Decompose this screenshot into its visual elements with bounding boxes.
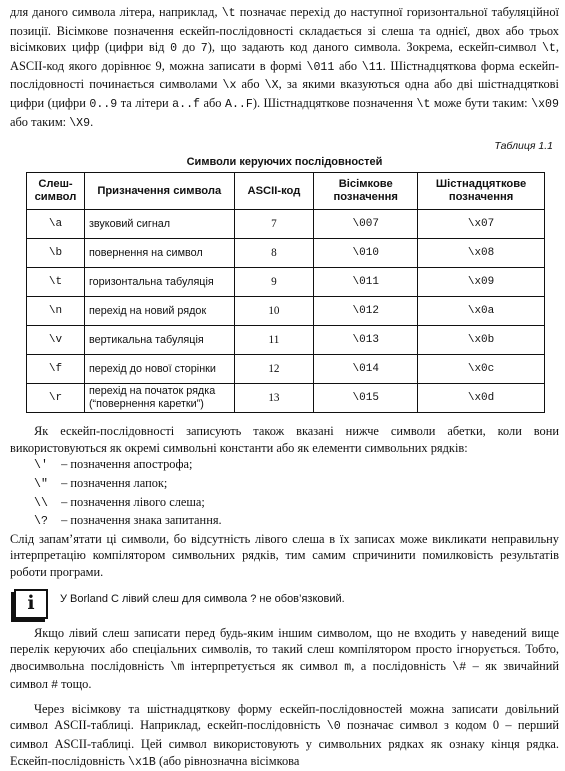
text: ), що задають код даного [207,40,349,55]
text: ). Шістнадцяткове позначення [252,95,413,110]
text: символа. Зокрема, ескейп-символ [354,40,537,55]
list-code: \' [34,459,48,473]
code: \X9 [69,116,91,130]
table-row [27,210,545,239]
cell-description: горизонтальна табуляція [84,268,234,297]
text: Якщо лівий слеш записати перед будь-яким іншим символом, що не входить у наведений вище перелік керуючих або спеціальних символів, то такий слеш компілятором просто ігнорується. Тобто, двосимвольна послідовність [10,625,559,673]
special-symbols-list [10,456,559,530]
header-purpose: Призначення символа [84,173,234,210]
list-text: – позначення лапок; [61,475,168,490]
text: або [203,95,222,110]
cell-ascii: 12 [234,355,314,384]
code: A..F [225,97,253,111]
text: , а послідовність [351,658,446,673]
text: позначає перехід до наступної горизонтальної [239,5,488,19]
text: , ASCII-код якого дорівнює 9, можна записати [10,40,559,73]
cell-symbol: \v [27,326,85,355]
cell-symbol: \f [27,355,85,384]
info-note [10,589,559,619]
header-slash-symbol: Слеш-символ [27,173,85,210]
code: \x1B [128,755,156,769]
paragraph-special-symbols: Як ескейп-послідовності записують також вказані нижче символи абетки, коли вони використовуються як окремі символьні константи або як елементи символьних рядків: [10,424,559,455]
text: . [90,114,94,129]
text: може бути [433,95,490,110]
list-text: – позначення апострофа; [61,457,193,472]
cell-hex: \x0b [418,326,545,355]
cell-octal: \015 [314,384,418,413]
paragraph-octal-hex [10,701,559,771]
text: , за якими вказуються одна або дві шістнадцяткові цифри [10,77,559,110]
cell-description: повернення на символ [84,239,234,268]
cell-octal: \011 [314,268,418,297]
text: для даного символа літера, наприклад, [10,5,218,19]
table-caption: Таблиця 1.1 [494,140,553,153]
cell-symbol: \r [27,384,85,413]
cell-ascii: 10 [234,297,314,326]
table-row [27,384,545,413]
cell-hex: \x09 [418,268,545,297]
text: . Шістнадцяткова форма ескейп-послідовності починається [10,58,559,92]
header-hex: Шістнадцяткове позначення [418,173,545,210]
cell-symbol: \a [27,210,85,239]
code: 7 [200,42,208,56]
code: \11 [361,60,383,74]
cell-description: звуковий сигнал [84,210,234,239]
list-item [34,494,559,513]
cell-octal: \012 [314,297,418,326]
table-row [27,239,545,268]
table-row [27,326,545,355]
cell-hex: \x0d [418,384,545,413]
code: \m [170,660,185,674]
text: та літери [120,95,169,110]
header-ascii: ASCII-код [234,173,314,210]
paragraph-intro [10,4,559,132]
escape-sequences-table [26,172,545,413]
text: в формі [259,58,302,73]
code: \# [452,660,467,674]
table-header-row [27,173,545,210]
code: \011 [306,60,335,74]
code: \x [222,79,237,93]
list-text: – позначення лівого слеша; [61,494,205,509]
cell-ascii: 7 [234,210,314,239]
code: \x09 [531,97,559,111]
code: \X [264,79,279,93]
list-text: – позначення знака запитання. [61,513,222,528]
table-title: Символи керуючих послідовностей [186,156,383,169]
list-item [34,456,559,475]
cell-octal: \007 [314,210,418,239]
cell-hex: \x0a [418,297,545,326]
cell-octal: \010 [314,239,418,268]
list-code: \\ [34,496,48,510]
code: 0 [170,42,178,56]
list-code: \" [34,477,48,491]
cell-symbol: \n [27,297,85,326]
code: \t [221,7,236,20]
text: таким: [492,95,528,110]
cell-octal: \013 [314,326,418,355]
code: \0 [326,720,341,734]
paragraph-ignored-slash [10,625,559,695]
cell-description: перехід на початок рядка (“повернення каретки”) [84,384,234,413]
text: та однієї, двох або трьох вісімкових цифр (цифри від [10,23,559,55]
cell-hex: \x08 [418,239,545,268]
table-row [27,355,545,384]
info-icon: i [14,589,48,619]
cell-ascii: 8 [234,239,314,268]
text: тощо. [61,677,92,692]
text: до [182,40,196,55]
code: m [344,660,352,674]
text: (цифри [47,95,86,110]
cell-symbol: \b [27,239,85,268]
text: – як звичайний символ [10,658,559,692]
cell-description: перехід до нової сторінки [84,355,234,384]
text: (або рівнозначна вісімкова [158,753,300,768]
code: \t [541,42,556,56]
text: або [241,77,260,92]
note-text: У Borland C лівий слеш для символа ? не обов’язковий. [60,592,345,605]
text: або [339,58,358,73]
code: a..f [172,97,200,111]
code: # [51,679,59,693]
text: Через вісімкову та шістнадцяткову форму ескейп-послідовностей можна записати довільний символ ASCII-таблиці. Наприклад, ескейп-послідовність [10,701,559,733]
cell-ascii: 9 [234,268,314,297]
code: 0..9 [89,97,118,111]
header-octal: Вісімкове позначення [314,173,418,210]
list-item [34,512,559,531]
list-item [34,475,559,494]
table-row [27,297,545,326]
code: \t [416,97,431,111]
paragraph-remember: Слід запам’ятати ці символи, бо відсутність лівого слеша в їх записах може викликати неправильну інтерпретацію компілятором символьних рядків, тим самим спричинити помилковість результатів роботи програми. [10,531,559,579]
table-row [27,268,545,297]
text: позначає символ з кодом 0 – перший символ ASCII-таблиці. Цей символ використовують у символьних рядках як ознаку кінця рядка. Ескейп-послідовність [10,718,559,768]
cell-octal: \014 [314,355,418,384]
text: інтерпретується як символ [190,658,338,673]
cell-hex: \x07 [418,210,545,239]
text: табуляційної позиції. Вісімкове позначення ескейп-послідовності складається зі слеша [10,5,559,38]
text: або таким: [10,114,67,129]
cell-symbol: \t [27,268,85,297]
cell-ascii: 11 [234,326,314,355]
cell-ascii: 13 [234,384,314,413]
cell-description: вертикальна табуляція [84,326,234,355]
list-code: \? [34,515,48,529]
text: символами [159,77,218,92]
cell-hex: \x0c [418,355,545,384]
cell-description: перехід на новий рядок [84,297,234,326]
